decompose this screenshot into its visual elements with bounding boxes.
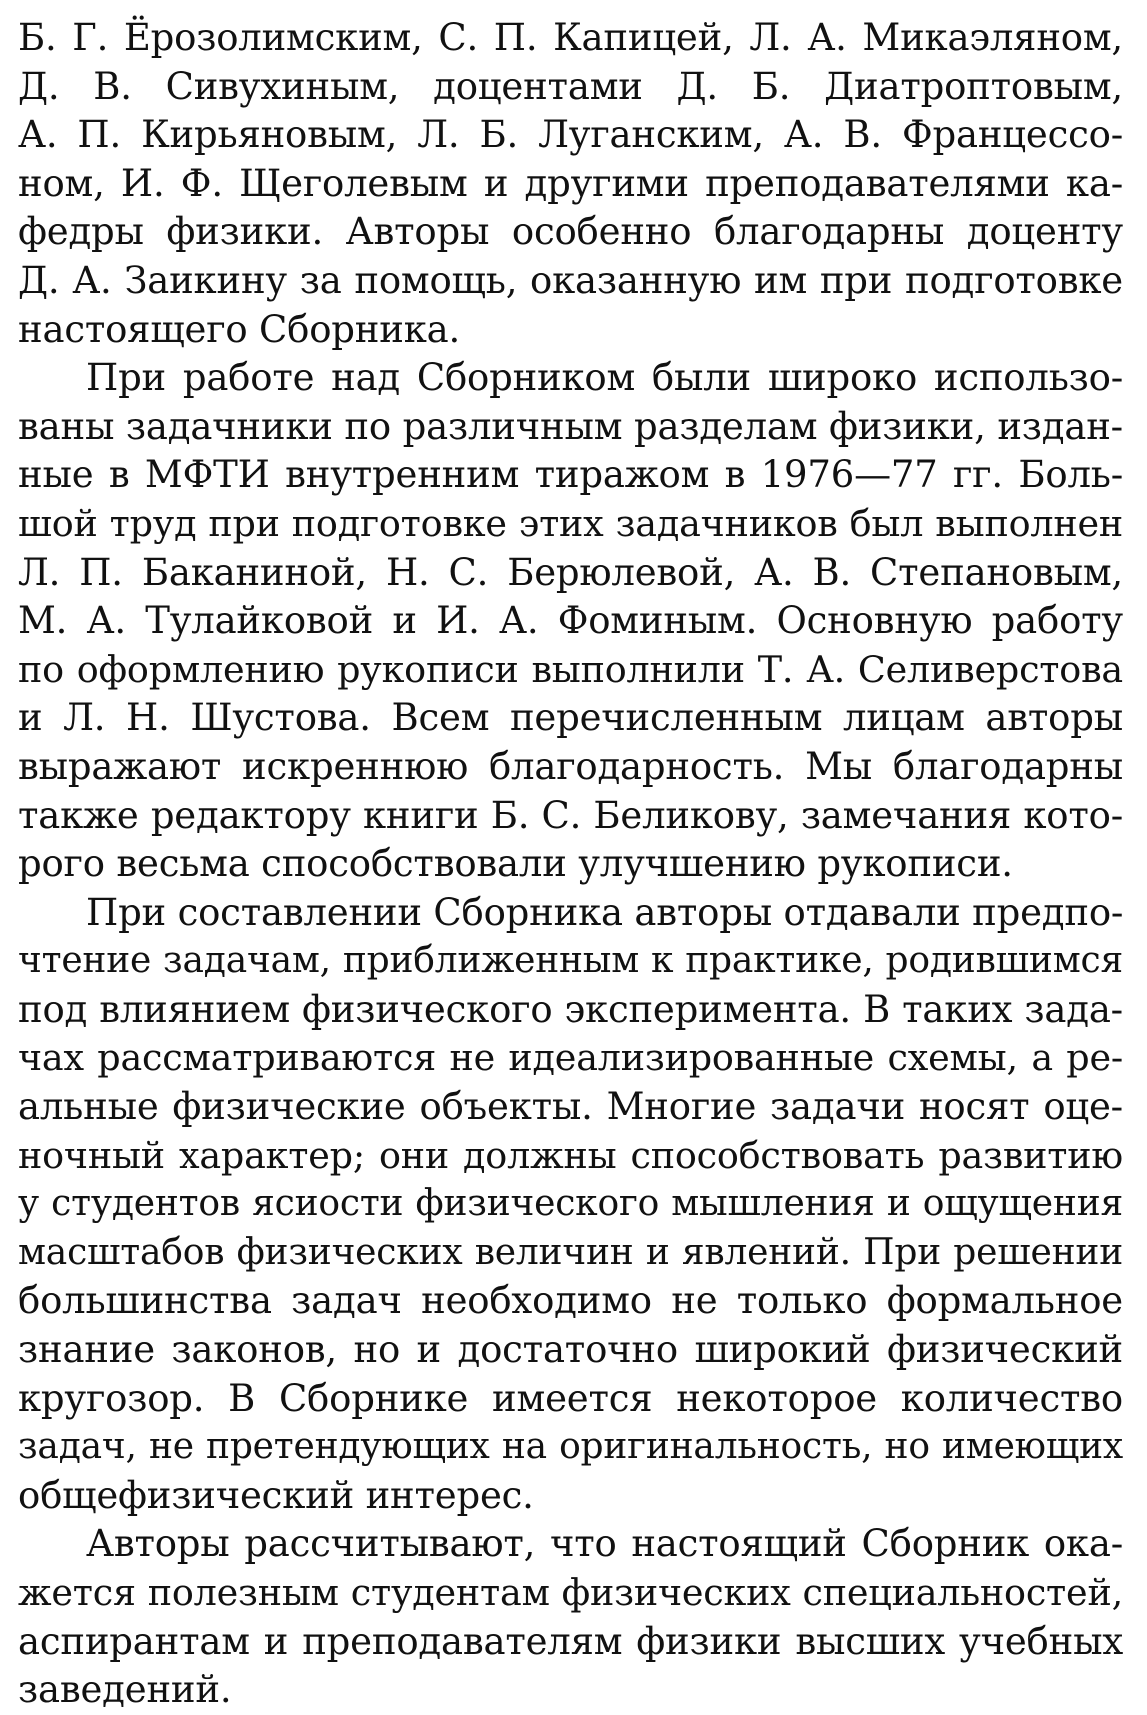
- paragraph: [18, 889, 1123, 1521]
- text-line: общефизический интерес.: [18, 1473, 534, 1517]
- text-line: рого весьма способствовали улучшению рукописи.: [18, 842, 1013, 886]
- book-page: [18, 14, 1123, 1715]
- paragraph: [18, 354, 1123, 889]
- text-line: аспирантам и преподавателям физики высших учебных: [18, 1619, 1123, 1663]
- text-line: ном, И. Ф. Щеголевым и другими преподавателями ка-: [18, 161, 1123, 205]
- text-line: кругозор. В Сборнике имеется некоторое количество: [18, 1376, 1123, 1420]
- text-line: также редактору книги Б. С. Беликову, замечания кото-: [18, 793, 1123, 837]
- text-line: по оформлению рукописи выполнили Т. А. Селиверстова: [18, 647, 1123, 691]
- text-line: Л. П. Баканиной, Н. С. Берюлевой, А. В. Степановым,: [18, 550, 1123, 594]
- text-line: у студентов ясиости физического мышления и ощущения: [18, 1183, 1123, 1225]
- text-line: чах рассматриваются не идеализированные схемы, а ре-: [18, 1036, 1123, 1080]
- text-line: жется полезным студентам физических специальностей,: [18, 1571, 1123, 1614]
- text-line: и Л. Н. Шустова. Всем перечисленным лицам авторы: [18, 696, 1123, 740]
- text-line: ваны задачники по различным разделам физики, издан-: [18, 404, 1123, 448]
- text-line: под влиянием физического эксперимента. В таких зада-: [18, 987, 1123, 1031]
- text-line: При составлении Сборника авторы отдавали предпо-: [86, 890, 1124, 934]
- text-line: ные в МФТИ внутренним тиражом в 1976—77 гг. Боль-: [18, 453, 1123, 497]
- text-line: Авторы рассчитывают, что настоящий Сборник ока-: [86, 1522, 1123, 1566]
- text-line: А. П. Кирьяновым, Л. Б. Луганским, А. В. Францессо-: [18, 113, 1123, 157]
- text-line: ночный характер; они должны способствовать развитию: [18, 1133, 1123, 1177]
- text-line: настоящего Сборника.: [18, 307, 461, 351]
- text-line: Д. В. Сивухиным, доцентами Д. Б. Диатроптовым,: [18, 64, 1123, 108]
- text-line: При работе над Сборником были широко использо-: [86, 356, 1123, 400]
- text-line: большинства задач необходимо не только формальное: [18, 1279, 1123, 1323]
- text-line: знание законов, но и достаточно широкий физический: [18, 1328, 1123, 1372]
- text-line: чтение задачам, приближенным к практике, родившимся: [18, 940, 1123, 982]
- paragraph: [18, 1520, 1123, 1714]
- text-line: федры физики. Авторы особенно благодарны доценту: [18, 210, 1123, 254]
- text-line: альные физические объекты. Многие задачи носят оце-: [18, 1085, 1123, 1129]
- text-line: масштабов физических величин и явлений. При решении: [18, 1231, 1123, 1273]
- text-line: шой труд при подготовке этих задачников был выполнен: [18, 501, 1123, 545]
- text-line: Д. А. Заикину за помощь, оказанную им при подготовке: [18, 258, 1123, 302]
- text-line: заведений.: [18, 1668, 232, 1712]
- text-line: Б. Г. Ёрозолимским, С. П. Капицей, Л. А. Микаэляном,: [18, 16, 1123, 59]
- text-line: выражают искреннюю благодарность. Мы благодарны: [18, 744, 1123, 788]
- paragraph: [18, 14, 1123, 354]
- text-line: задач, не претендующих на оригинальность, но имеющих: [18, 1426, 1123, 1468]
- text-line: М. А. Тулайковой и И. А. Фоминым. Основную работу: [18, 599, 1123, 643]
